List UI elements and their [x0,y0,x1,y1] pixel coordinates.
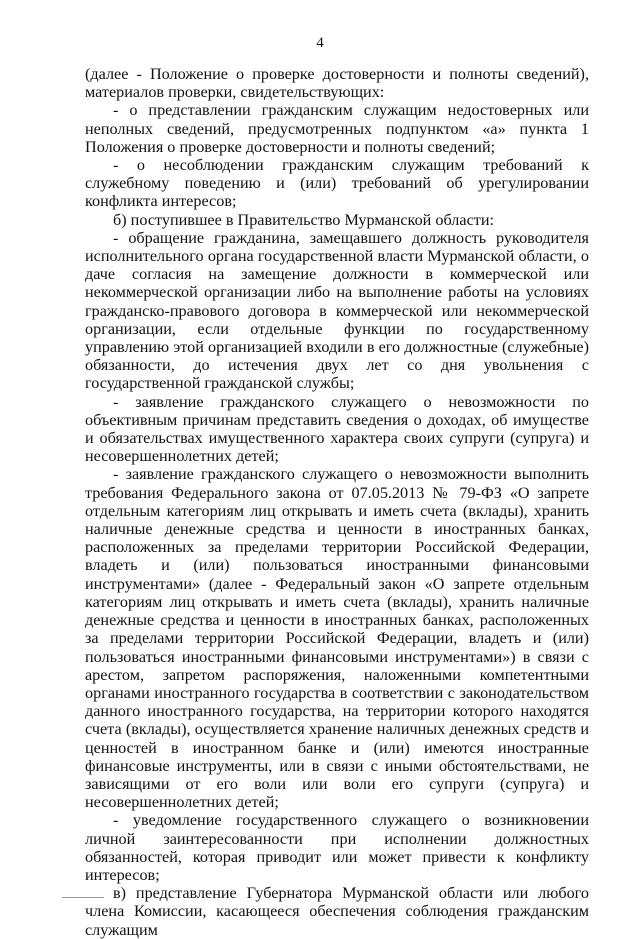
paragraph-item-v: в) представление Губернатора Мурманской области или любого члена Комиссии, касающееся обеспечения соблюдения гражданским служащим [85,884,589,939]
page-number: 4 [316,35,324,51]
paragraph-income-statement: - заявление гражданского служащего о невозможности по объективным причинам представить сведения о доходах, об имуществе и обязательствах имущественного характера своих супруги (супруга) и несовершеннолетних детей; [85,392,589,466]
paragraph-non-compliance: - о несоблюдении гражданским служащим требований к служебному поведению и (или) требований об урегулировании конфликта интересов; [85,156,589,211]
paragraph-false-info: - о представлении гражданским служащим недостоверных или неполных сведений, предусмотренных подпунктом «а» пункта 1 Положения о проверке достоверности и полноты сведений; [85,101,589,156]
paragraph-conflict-notice: - уведомление государственного служащего о возникновении личной заинтересованности при исполнении должностных обязанностей, которая приводит или может привести к конфликту интересов; [85,811,589,884]
paragraph-item-b: б) поступившее в Правительство Мурманской области: [113,210,494,229]
paragraph-continuation: (далее - Положение о проверке достоверности и полноты сведений), материалов проверки, свидетельствующих: [85,65,589,102]
paragraph-citizen-appeal: - обращение гражданина, замещавшего должность руководителя исполнительного органа государственной власти Мурманской области, о даче согласия на замещение должности в коммерческой или некоммерческой организации либо на выполнение работы на условиях гражданско-правового договора в коммерческой или некоммерческой организации, если отдельные функции по государственному управлению этой организацией входили в его должностные (служебные) обязанности, до истечения двух лет со дня увольнения с государственной гражданской службы; [85,228,589,393]
paragraph-foreign-accounts: - заявление гражданского служащего о невозможности выполнить требования Федерального закона от 07.05.2013 № 79-ФЗ «О запрете отдельным категориям лиц открывать и иметь счета (вклады), хранить наличные денежные средства и ценности в иностранных банках, расположенных за пределами территории Российской Федерации, владеть и (или) пользоваться иностранными финансовыми инструментами» (далее - Федеральный закон «О запрете отдельным категориям лиц открывать и иметь счета (вклады), хранить наличные денежные средства и ценности в иностранных банках, расположенных за пределами территории Российской Федерации, владеть и (или) пользоваться иностранными финансовыми инструментами») в связи с арестом, запретом распоряжения, наложенными компетентными органами иностранного государства в соответствии с законодательством данного иностранного государства, на территории которого находятся счета (вклады), осуществляется хранение наличных денежных средств и ценностей в иностранном банке и (или) имеются иностранные финансовые инструменты, или в связи с иными обстоятельствами, не зависящими от его воли или воли его супруги (супруга) и несовершеннолетних детей; [85,465,589,812]
footer-rule [62,897,104,898]
document-body [85,65,589,939]
